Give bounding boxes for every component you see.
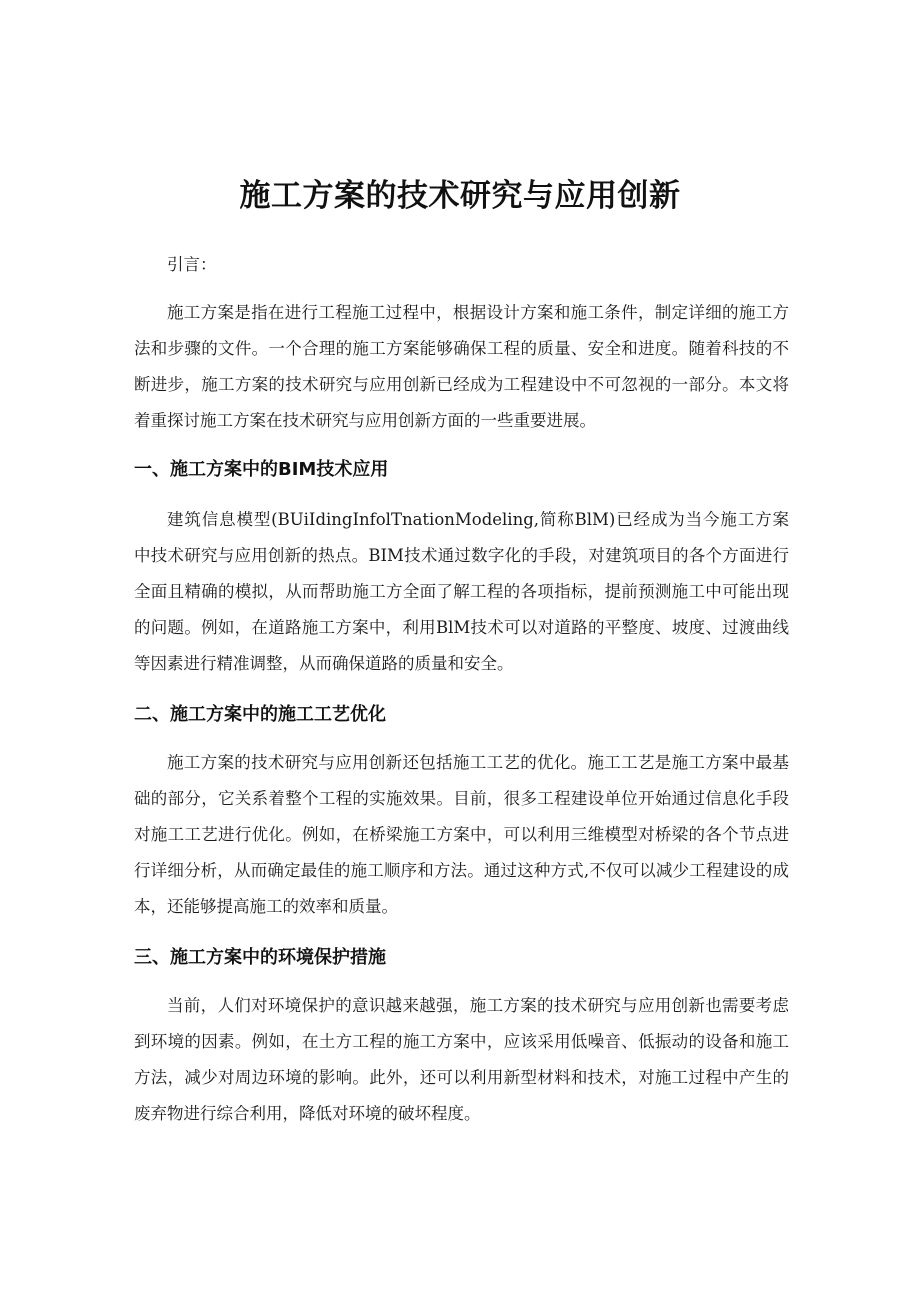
section-heading-bim: 一、施工方案中的BIM技术应用 — [134, 459, 389, 480]
document-title: 施工方案的技术研究与应用创新 — [239, 178, 681, 214]
intro-label: 引言： — [167, 255, 217, 274]
section-paragraph-bim: 建筑信息模型(BUiIdingInfolTnationModeling,简称BlM)已经成为当今施工方案中技术研究与应用创新的热点。BIM技术通过数字化的手段，对建筑项目的各个方面进行全面且精确的模拟，从而帮助施工方全面了解工程的各项指标，提前预测施工中可能出现的问题。例如，在道路施工方案中，利用BlM技术可以对道路的平整度、坡度、过渡曲线等因素进行精准调整，从而确保道路的质量和安全。 — [134, 510, 789, 673]
section-heading-process: 二、施工方案中的施工工艺优化 — [134, 704, 386, 725]
section-heading-environment: 三、施工方案中的环境保护措施 — [134, 947, 386, 968]
section-paragraph-process: 施工方案的技术研究与应用创新还包括施工工艺的优化。施工工艺是施工方案中最基础的部分，它关系着整个工程的实施效果。目前，很多工程建设单位开始通过信息化手段对施工工艺进行优化。例如，在桥梁施工方案中，可以利用三维模型对桥梁的各个节点进行详细分析，从而确定最佳的施工顺序和方法。通过这种方式,不仅可以减少工程建设的成本，还能够提高施工的效率和质量。 — [134, 753, 789, 916]
section-paragraph-environment: 当前，人们对环境保护的意识越来越强，施工方案的技术研究与应用创新也需要考虑到环境的因素。例如，在土方工程的施工方案中，应该采用低噪音、低振动的设备和施工方法，减少对周边环境的影响。此外，还可以利用新型材料和技术，对施工过程中产生的废弃物进行综合利用，降低对环境的破坏程度。 — [134, 996, 789, 1123]
intro-paragraph: 施工方案是指在进行工程施工过程中，根据设计方案和施工条件，制定详细的施工方法和步骤的文件。一个合理的施工方案能够确保工程的质量、安全和进度。随着科技的不断进步，施工方案的技术研究与应用创新已经成为工程建设中不可忽视的一部分。本文将着重探讨施工方案在技术研究与应用创新方面的一些重要进展。 — [134, 303, 789, 430]
